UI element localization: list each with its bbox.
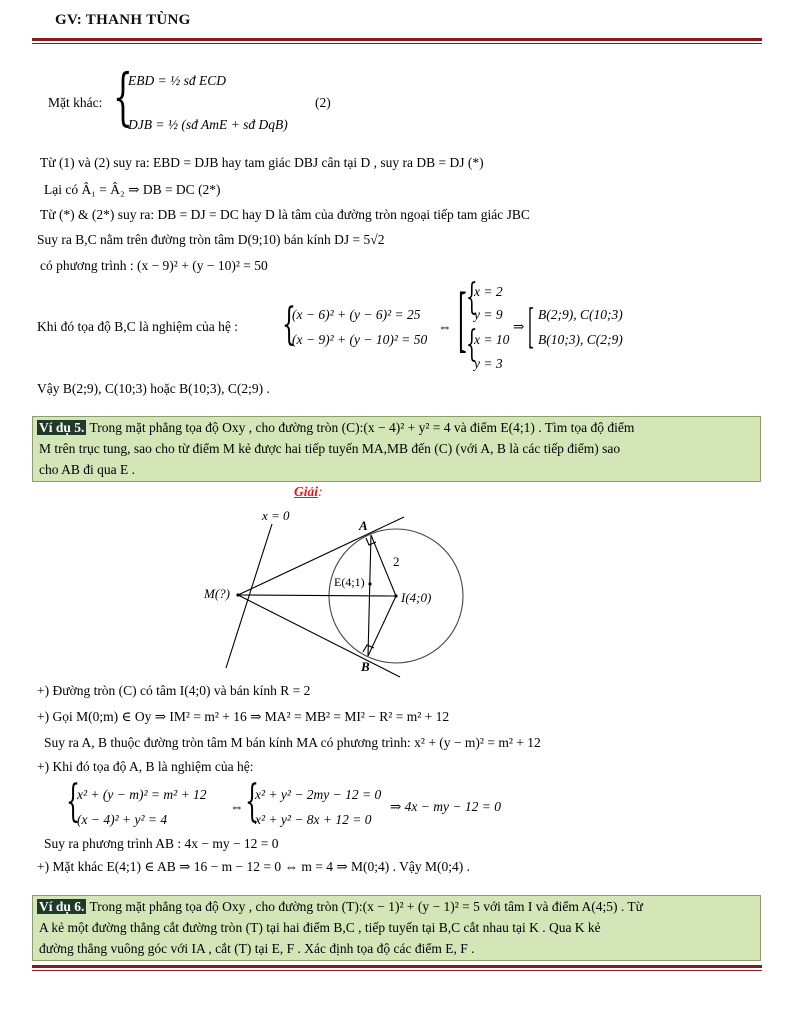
solution-line: +) Khi đó tọa độ A, B là nghiệm của hệ: [37,759,254,774]
result-1: B(2;9), C(10;3) [538,307,623,322]
label-x0: x = 0 [262,508,290,523]
example-5-line-1: Ví dụ 5. Trong mặt phẳng tọa độ Oxy , cho đường tròn (C):(x − 4)² + y² = 4 và điểm E(4;1) . Tìm tọa độ điểm [39,420,635,435]
system-label: Khi đó tọa độ B,C là nghiệm của hệ : [37,319,238,334]
example-5-label: Ví dụ 5. [39,420,85,435]
solution-x2: x = 10 [474,332,510,347]
label-a: A [359,518,368,533]
label-e: E(4;1) [334,575,365,589]
implies-symbol: ⇒ [513,319,525,334]
result-2: B(10;3), C(2;9) [538,332,623,347]
conclusion-line: Vậy B(2;9), C(10;3) hoặc B(10;3), C(2;9) . [37,381,270,396]
solution-line: +) Đường tròn (C) có tâm I(4;0) và bán kính R = 2 [37,683,311,698]
solution-x1: x = 2 [474,284,503,299]
text-line: Suy ra B,C nằm trên đường tròn tâm D(9;10) bán kính DJ = 5√2 [37,232,385,247]
solution-heading: Giải: [294,484,323,499]
segment-mi [238,595,396,596]
system-eq-h4: x² + y² − 8x + 12 = 0 [255,812,372,827]
left-brace: { [66,776,80,827]
page-header-title: GV: THANH TÙNG [55,12,191,28]
example-6-line-3: đường thẳng vuông góc với IA , cắt (T) tại E, F . Xác định tọa độ các điểm E, F . [39,941,475,956]
text-line: Từ (*) & (2*) suy ra: DB = DJ = DC hay D là tâm của đường tròn ngoại tiếp tam giác JBC [40,207,530,222]
left-brace: { [466,324,478,365]
example-5-line-2: M trên trục tung, sao cho từ điểm M kẻ được hai tiếp tuyến MA,MB đến (C) (với A, B là các tiếp điểm) sao [39,441,621,456]
label-radius: 2 [393,554,400,569]
point-i [394,594,397,597]
solution-y2: y = 3 [474,356,503,371]
left-brace: { [282,299,296,350]
footer-rule-thick [32,965,762,968]
system-eq-h1: x² + (y − m)² = m² + 12 [77,787,207,802]
solution-line: Suy ra phương trình AB : 4x − my − 12 = 0 [44,836,279,851]
iff-symbol: ⇔ [438,319,452,334]
label-i: I(4;0) [401,590,432,605]
point-m [236,593,239,596]
equation-number: (2) [315,95,331,110]
text-line: Lại có Â₁ = Â₂ ⇒ DB = DC (2*) [44,182,221,197]
equation-row-1: EBD = ½ sđ ECD [128,73,226,88]
text-line: Từ (1) và (2) suy ra: EBD = DJB hay tam giác DBJ cân tại D , suy ra DB = DJ (*) [40,155,484,170]
system-equation-2: (x − 9)² + (y − 10)² = 50 [292,332,428,347]
footer-rule-thin [32,970,762,971]
tangent-mb [238,595,400,677]
point-e [368,582,371,585]
system-eq-h5: ⇒ 4x − my − 12 = 0 [390,799,501,814]
axis-line-x0 [226,524,272,668]
left-brace: { [113,60,133,133]
equation-row-2: DJB = ½ (sđ AmE + sđ DqB) [128,117,288,132]
solution-bracket: [ [458,278,467,360]
example-6-label: Ví dụ 6. [39,899,85,914]
system-eq-h2: (x − 4)² + y² = 4 [77,812,168,827]
solution-line: Suy ra A, B thuộc đường tròn tâm M bán kính MA có phương trình: x² + (y − m)² = m² + 12 [44,735,541,750]
left-brace: { [245,776,259,827]
example-6-line-2: A kẻ một đường thẳng cắt đường tròn (T) tại hai điểm B,C , tiếp tuyến tại B,C cắt nhau tại K . Qua K kẻ [39,920,601,935]
solution-y1: y = 9 [474,307,503,322]
solution-line: +) Gọi M(0;m) ∈ Oy ⇒ IM² = m² + 16 ⇒ MA² = MB² = MI² − R² = m² + 12 [37,709,450,724]
system-equation-1: (x − 6)² + (y − 6)² = 25 [292,307,421,322]
label-b: B [361,659,370,674]
iff-symbol: ⇔ [230,799,244,814]
example-6-line-1: Ví dụ 6. Trong mặt phẳng tọa độ Oxy , cho đường tròn (T):(x − 1)² + (y − 1)² = 5 với tâm I và điểm A(4;5) . Từ [39,899,643,914]
text-line: có phương trình : (x − 9)² + (y − 10)² = 50 [40,258,268,273]
solution-line: +) Mặt khác E(4;1) ∈ AB ⇒ 16 − m − 12 = 0 ⇔ m = 4 ⇒ M(0;4) . Vậy M(0;4) . [37,859,471,874]
label-m: M(?) [204,586,230,601]
example-6-box [32,895,761,961]
example-5-line-3: cho AB đi qua E . [39,462,135,477]
system-eq-h3: x² + y² − 2my − 12 = 0 [255,787,382,802]
left-brace: { [466,277,478,318]
mat-khac-label: Mặt khác: [48,95,103,110]
result-bracket: [ [528,297,534,353]
